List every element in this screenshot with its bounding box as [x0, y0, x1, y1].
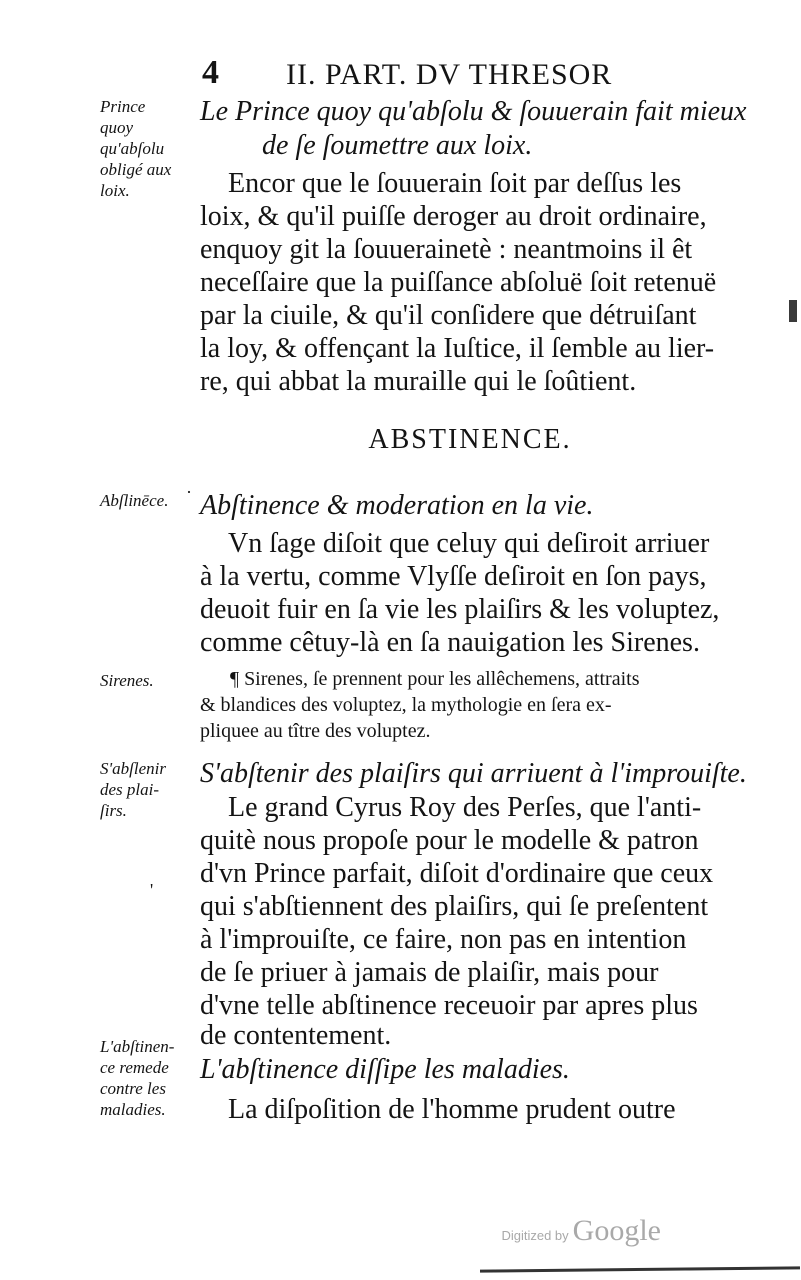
side-note-line: S'abſlenir [100, 759, 166, 778]
side-note-line: loix. [100, 181, 130, 200]
side-note-line: Sirenes. [100, 671, 154, 690]
body-line: neceſſaire que la puiſſance abſoluë ſoit retenuë [200, 267, 717, 298]
note-line: & blandices des voluptez, la mythologie en ſera ex- [200, 694, 612, 716]
body-line: loix, & qu'il puiſſe deroger au droit ordinaire, [200, 201, 707, 232]
side-note-line: obligé aux [100, 160, 172, 179]
page-edge-mark [789, 300, 797, 322]
scan-watermark [501, 1214, 661, 1248]
body-line: qui s'abſtiennent des plaiſirs, qui ſe preſentent [200, 891, 709, 922]
running-title: II. PART. DV THRESOR [286, 58, 613, 91]
body-line: comme cêtuy-là en ſa nauigation les Sirenes. [200, 627, 700, 658]
body-line: Encor que le ſouuerain ſoit par deſſus les [228, 168, 682, 199]
body-line: quitè nous propoſe pour le modelle & patron [200, 825, 699, 856]
side-note-labstinence [100, 1036, 200, 1120]
side-note-line: quoy [100, 118, 134, 137]
section-title-line: L'abſtinence diſſipe les maladies. [200, 1054, 570, 1085]
note-line: ¶ Sirenes, ſe prennent pour les allêchemens, attraits [230, 668, 640, 690]
side-note-line: ce remede [100, 1058, 169, 1077]
ink-mark: · [186, 482, 192, 502]
side-note-line: des plai- [100, 780, 160, 799]
body-line: La diſpoſition de l'homme prudent outre [228, 1094, 676, 1125]
body-line: re, qui abbat la muraille qui le ſoûtient. [200, 366, 637, 397]
ink-mark: ' [150, 880, 154, 900]
page-number: 4 [202, 54, 219, 91]
side-note-line: ſirs. [100, 801, 127, 820]
scan-edge-line [480, 1266, 800, 1272]
section-title-line: S'abſtenir des plaiſirs qui arriuent à l'improuiſte. [200, 758, 747, 789]
body-line: par la ciuile, & qu'il conſidere que détruiſant [200, 300, 697, 331]
body-line: d'vne telle abſtinence receuoir par apres plus [200, 990, 698, 1021]
body-line: de ſe priuer à jamais de plaiſir, mais pour [200, 957, 659, 988]
side-note-line: L'abſtinen- [100, 1037, 175, 1056]
body-line: Vn ſage diſoit que celuy qui deſiroit arriuer [228, 528, 710, 559]
body-line: à l'improuiſte, ce faire, non pas en intention [200, 924, 687, 955]
side-note-sabstenir [100, 758, 200, 821]
body-line: Le grand Cyrus Roy des Perſes, que l'anti- [228, 792, 702, 823]
digitized-text: Digitized by [501, 1228, 569, 1243]
body-line: enquoy git la ſouuerainetè : neantmoins il êt [200, 234, 693, 265]
side-note-line: qu'abſolu [100, 139, 165, 158]
body-line: deuoit fuir en ſa vie les plaiſirs & les voluptez, [200, 594, 720, 625]
body-line: la loy, & offençant la Iuſtice, il ſemble au lier- [200, 333, 715, 364]
side-note-prince [100, 96, 200, 201]
body-line: à la vertu, comme Vlyſſe deſiroit en ſon pays, [200, 561, 707, 592]
body-line: de contentement. [200, 1020, 392, 1051]
section-title-line: de ſe ſoumettre aux loix. [262, 130, 533, 161]
note-line: pliquee au tître des voluptez. [200, 720, 431, 742]
side-note-line: contre les [100, 1079, 166, 1098]
section-title-line: Abſtinence & moderation en la vie. [200, 490, 594, 521]
running-header [200, 54, 660, 98]
section-title-line: Le Prince quoy qu'abſolu & ſouuerain fait mieux [200, 96, 747, 127]
section-heading: ABSTINENCE. [368, 424, 572, 455]
side-note-abstinence [100, 490, 200, 511]
body-line: d'vn Prince parfait, diſoit d'ordinaire que ceux [200, 858, 714, 889]
side-note-sirenes [100, 670, 200, 691]
google-logo: Google [572, 1214, 661, 1247]
side-note-line: Prince [100, 97, 146, 116]
side-note-line: maladies. [100, 1100, 166, 1119]
side-note-line: Abſlinēce. [100, 491, 169, 510]
